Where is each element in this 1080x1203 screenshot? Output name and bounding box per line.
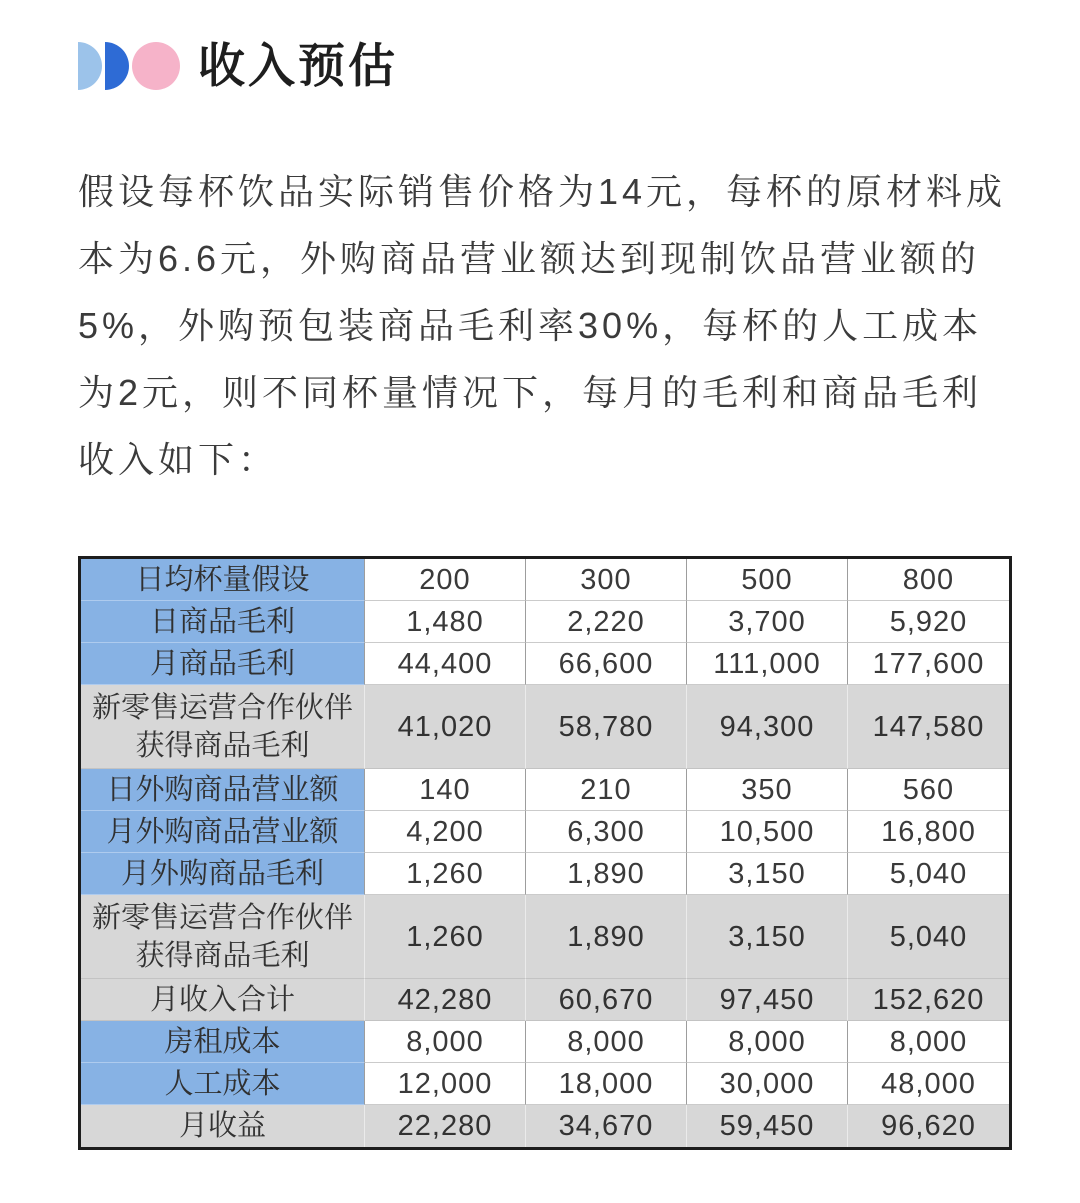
- value-cell: 1,890: [526, 895, 687, 979]
- half-circle-light-blue-icon: [78, 42, 102, 90]
- row-label: 新零售运营合作伙伴获得商品毛利: [81, 685, 365, 769]
- paragraph-line: 假设每杯饮品实际销售价格为14元，每杯的原材料成: [78, 171, 1007, 212]
- value-cell: 4,200: [365, 811, 526, 853]
- row-label: 月收入合计: [81, 979, 365, 1021]
- value-cell: 8,000: [848, 1021, 1009, 1063]
- value-cell: 200: [365, 559, 526, 601]
- value-cell: 350: [687, 769, 848, 811]
- header-decoration: [78, 42, 180, 90]
- revenue-table-body: [81, 559, 1009, 1147]
- table-row: [81, 1021, 1009, 1063]
- revenue-table-wrap: [78, 556, 1012, 1150]
- row-label: 人工成本: [81, 1063, 365, 1105]
- page-title: 收入预估: [198, 39, 398, 92]
- table-row: [81, 559, 1009, 601]
- value-cell: 30,000: [687, 1063, 848, 1105]
- value-cell: 177,600: [848, 643, 1009, 685]
- value-cell: 18,000: [526, 1063, 687, 1105]
- value-cell: 22,280: [365, 1105, 526, 1147]
- paragraph-line: 收入如下：: [78, 439, 279, 480]
- page-header: [78, 36, 398, 96]
- value-cell: 1,480: [365, 601, 526, 643]
- value-cell: 66,600: [526, 643, 687, 685]
- circle-pink-icon: [132, 42, 180, 90]
- value-cell: 44,400: [365, 643, 526, 685]
- table-row: [81, 811, 1009, 853]
- value-cell: 60,670: [526, 979, 687, 1021]
- row-label: 月商品毛利: [81, 643, 365, 685]
- value-cell: 59,450: [687, 1105, 848, 1147]
- intro-paragraph: [78, 158, 1018, 493]
- value-cell: 6,300: [526, 811, 687, 853]
- table-row: [81, 895, 1009, 979]
- value-cell: 152,620: [848, 979, 1009, 1021]
- half-circle-dark-blue-icon: [105, 42, 129, 90]
- value-cell: 5,920: [848, 601, 1009, 643]
- row-label: 月收益: [81, 1105, 365, 1147]
- value-cell: 42,280: [365, 979, 526, 1021]
- table-row: [81, 1063, 1009, 1105]
- value-cell: 34,670: [526, 1105, 687, 1147]
- value-cell: 147,580: [848, 685, 1009, 769]
- row-label: 房租成本: [81, 1021, 365, 1063]
- value-cell: 300: [526, 559, 687, 601]
- value-cell: 500: [687, 559, 848, 601]
- row-label: 日外购商品营业额: [81, 769, 365, 811]
- value-cell: 48,000: [848, 1063, 1009, 1105]
- paragraph-line: 为2元，则不同杯量情况下，每月的毛利和商品毛利: [78, 372, 983, 413]
- value-cell: 3,150: [687, 895, 848, 979]
- row-label: 月外购商品营业额: [81, 811, 365, 853]
- value-cell: 5,040: [848, 853, 1009, 895]
- value-cell: 1,890: [526, 853, 687, 895]
- value-cell: 8,000: [526, 1021, 687, 1063]
- paragraph-line: 5%，外购预包装商品毛利率30%，每杯的人工成本: [78, 305, 983, 346]
- row-label: 新零售运营合作伙伴获得商品毛利: [81, 895, 365, 979]
- value-cell: 210: [526, 769, 687, 811]
- paragraph-line: 本为6.6元，外购商品营业额达到现制饮品营业额的: [78, 238, 981, 279]
- value-cell: 1,260: [365, 853, 526, 895]
- value-cell: 8,000: [687, 1021, 848, 1063]
- table-row: [81, 769, 1009, 811]
- table-row: [81, 685, 1009, 769]
- table-row: [81, 601, 1009, 643]
- value-cell: 94,300: [687, 685, 848, 769]
- table-row: [81, 853, 1009, 895]
- value-cell: 96,620: [848, 1105, 1009, 1147]
- row-label: 月外购商品毛利: [81, 853, 365, 895]
- value-cell: 10,500: [687, 811, 848, 853]
- value-cell: 16,800: [848, 811, 1009, 853]
- value-cell: 2,220: [526, 601, 687, 643]
- row-label: 日均杯量假设: [81, 559, 365, 601]
- value-cell: 5,040: [848, 895, 1009, 979]
- value-cell: 140: [365, 769, 526, 811]
- value-cell: 41,020: [365, 685, 526, 769]
- revenue-table: [78, 556, 1012, 1150]
- value-cell: 560: [848, 769, 1009, 811]
- value-cell: 1,260: [365, 895, 526, 979]
- value-cell: 97,450: [687, 979, 848, 1021]
- value-cell: 3,150: [687, 853, 848, 895]
- value-cell: 800: [848, 559, 1009, 601]
- value-cell: 58,780: [526, 685, 687, 769]
- table-row: [81, 1105, 1009, 1147]
- row-label: 日商品毛利: [81, 601, 365, 643]
- table-row: [81, 979, 1009, 1021]
- value-cell: 12,000: [365, 1063, 526, 1105]
- value-cell: 8,000: [365, 1021, 526, 1063]
- value-cell: 3,700: [687, 601, 848, 643]
- value-cell: 111,000: [687, 643, 848, 685]
- table-row: [81, 643, 1009, 685]
